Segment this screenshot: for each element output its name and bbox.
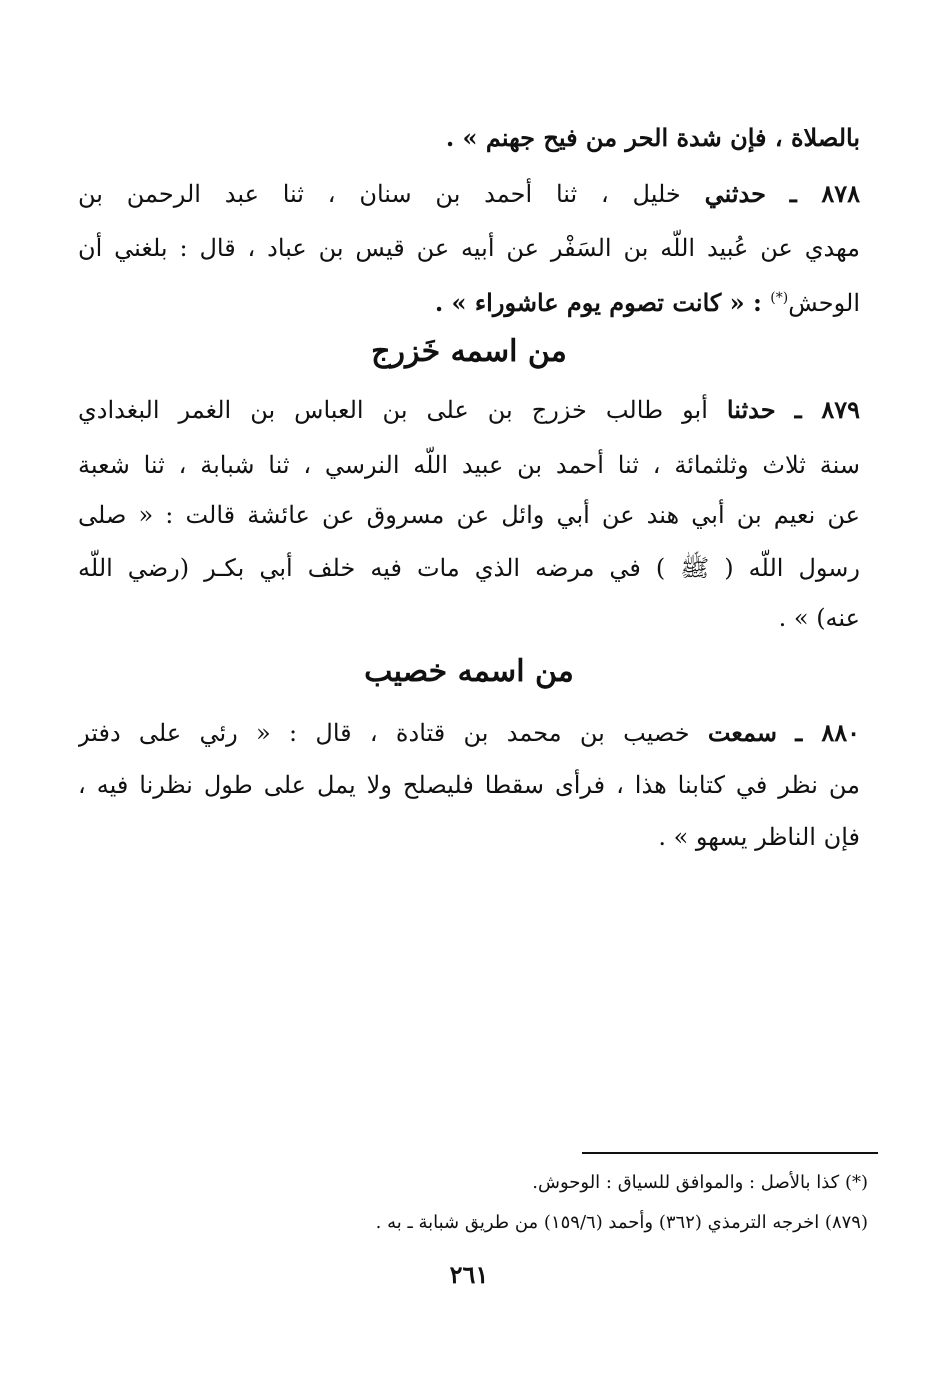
hadith-text: أبو طالب خزرج بن على بن العباس بن الغمر البغدادي [78,396,708,424]
hadith-880-line-2: من نظر في كتابنا هذا ، فرأى سقطا فليصلح ولا يمل على طول نظرنا فيه ، [78,771,860,799]
hadith-879-line-3: عن نعيم بن أبي هند عن أبي وائل عن مسروق عن عائشة قالت : « صلى [78,501,860,529]
hadith-880-line-1 [78,713,860,757]
hadith-878-line-2: مهدي عن عُبيد اللّه بن السَفْر عن أبيه عن قيس بن عباد ، قال : بلغني أن [78,234,860,262]
hadith-number: ٨٧٨ ـ [789,179,860,208]
hadith-879-line-5: عنه) » . [778,604,860,632]
hadith-879-line-4: رسول اللّه ( ﷺ ) في مرضه الذي مات فيه خلف أبي بكـر (رضي اللّه [78,554,860,582]
hadith-text: الوحش [788,289,860,317]
hadith-text: خصيب بن محمد بن قتادة ، قال : « رئي على دفتر [78,719,690,747]
hadith-880-line-3: فإن الناظر يسهو » . [658,823,860,851]
footnote-marker: (*) [770,290,789,306]
page-number: ٢٦١ [449,1260,489,1289]
section-heading-khusayb: من اسمه خصيب [364,654,574,689]
hadith-quote: : « كانت تصوم يوم عاشوراء » . [434,288,771,317]
hadith-878-line-3 [78,278,860,322]
hadith-879-line-1 [78,390,860,434]
hadith-878-line-1 [78,174,860,218]
narration-lead: حدثني [704,179,766,208]
hadith-number: ٨٧٩ ـ [794,395,860,424]
narration-lead: سمعت [707,718,777,747]
footnote-2: (٨٧٩) اخرجه الترمذي (٣٦٢) وأحمد (١٥٩/٦) من طريق شبابة ـ به . [375,1212,868,1233]
continuation-line: بالصلاة ، فإن شدة الحر من فيح جهنم » . [445,123,860,152]
hadith-879-line-2: سنة ثلاث وثلثمائة ، ثنا أحمد بن عبيد اللّه النرسي ، ثنا شبابة ، ثنا شعبة [78,451,860,479]
hadith-text: خليل ، ثنا أحمد بن سنان ، ثنا عبد الرحمن بن [78,180,681,208]
footnote-divider [582,1152,878,1154]
footnote-1: (*) كذا بالأصل : والموافق للسياق : الوحوش. [532,1172,868,1193]
section-heading-khazraj: من اسمه خَزرج [371,334,567,369]
hadith-number: ٨٨٠ ـ [795,718,860,747]
narration-lead: حدثنا [726,395,776,424]
